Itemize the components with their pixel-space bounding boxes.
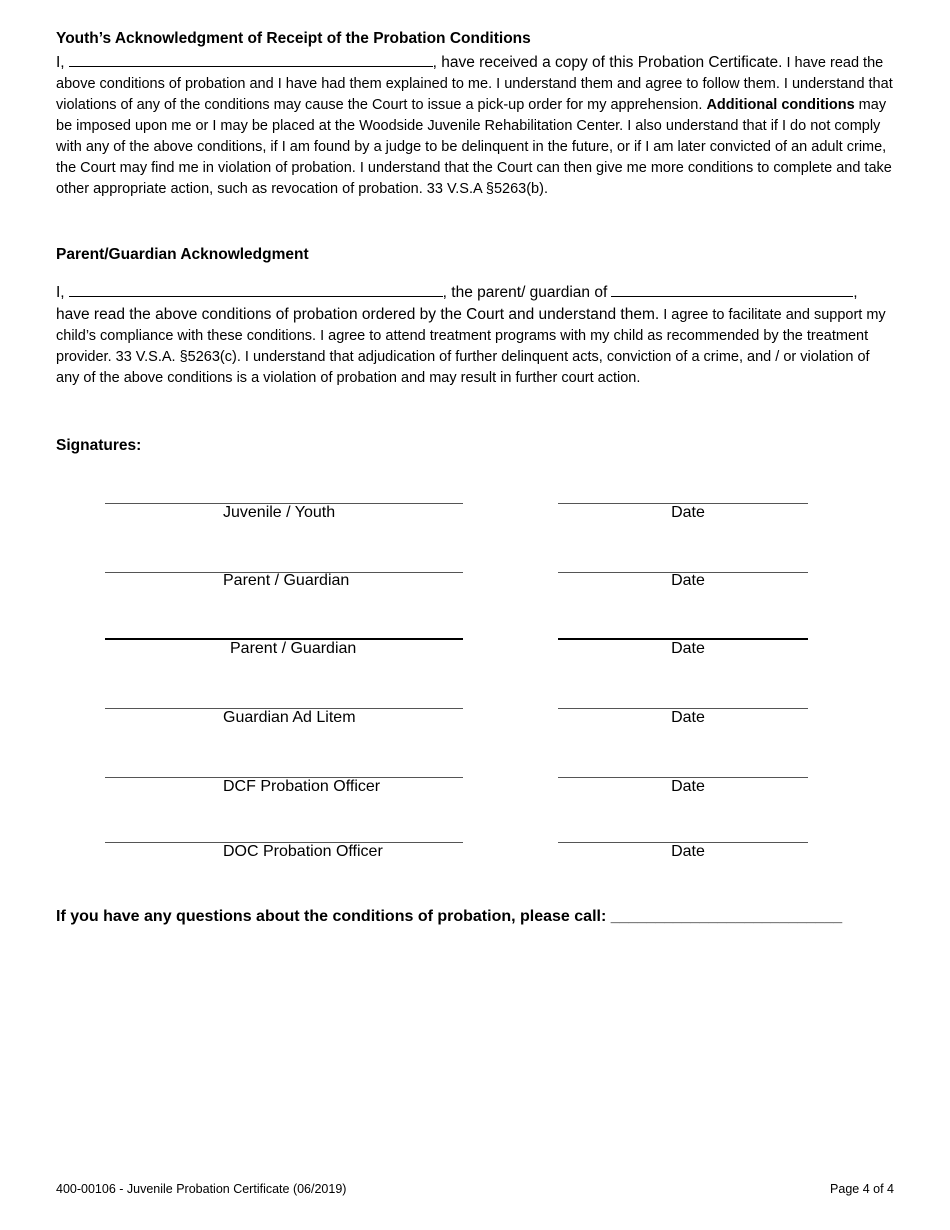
youth-acknowledgment-paragraph: [56, 51, 894, 200]
signature-label: Guardian Ad Litem: [223, 709, 356, 726]
parent-acknowledgment-heading: Parent/Guardian Acknowledgment: [56, 246, 309, 263]
youth-received-text: , have received a copy of this Probation Certificate.: [432, 54, 783, 71]
questions-text: If you have any questions about the conditions of probation, please call:: [56, 908, 607, 925]
signature-label: DOC Probation Officer: [223, 843, 383, 860]
youth-body-text-1: I have read the above conditions of probation and I have had them explained to me. I understand them and agree to follow them. I understand that violations of any of the conditions may cause the Court to issue a pick-up order for my apprehension.: [56, 55, 893, 113]
date-label: Date: [671, 843, 705, 860]
questions-contact-line: [56, 908, 842, 926]
parent-acknowledgment-paragraph: [56, 281, 894, 389]
parent-guardian-of-text: , the parent/ guardian of: [442, 284, 608, 301]
signature-label: DCF Probation Officer: [223, 778, 381, 795]
date-label: Date: [671, 709, 705, 726]
parent-name-blank[interactable]: [69, 281, 443, 297]
youth-acknowledgment-heading: Youth’s Acknowledgment of Receipt of the Probation Conditions: [56, 30, 531, 47]
parent-body-text: I agree to facilitate and support my child’s compliance with these conditions. I agree to attend treatment programs with my child as recommended by the treatment provider. 33 V.S.A. §5263(c). I understand that adjudication of further delinquent acts, conviction of a crime, and / or violation of any of the above conditions is a violation of probation and may result in further court action.: [56, 307, 886, 386]
footer-page-number: Page 4 of 4: [830, 1182, 894, 1196]
youth-body-text-2: may be imposed upon me or I may be placed at the Woodside Juvenile Rehabilitation Center. I also understand that if I do not comply with any of the above conditions, if I am found by a judge to be delinquent in the future, or if I am later convicted of an adult crime, the Court may find me in violation of probation. I understand that the Court can then give me more conditions to complete and take other appropriate action, such as revocation of probation. 33 V.S.A §5263(b).: [56, 97, 892, 197]
date-label: Date: [671, 572, 705, 589]
signature-label: Juvenile / Youth: [223, 504, 336, 521]
youth-i-prefix: I,: [56, 54, 65, 71]
youth-name-blank[interactable]: [69, 51, 433, 67]
additional-conditions-bold: Additional conditions: [706, 97, 855, 113]
signature-label: Parent / Guardian: [230, 640, 357, 657]
parent-i-prefix: I,: [56, 284, 65, 301]
date-label: Date: [671, 778, 705, 795]
phone-blank[interactable]: __________________________: [610, 908, 843, 925]
child-name-blank[interactable]: [611, 281, 853, 297]
signature-label: Parent / Guardian: [223, 572, 350, 589]
parent-read-text: have read the above conditions of probation ordered by the Court and understand them.: [56, 306, 660, 323]
date-label: Date: [671, 640, 705, 657]
date-label: Date: [671, 504, 705, 521]
signatures-heading: Signatures:: [56, 437, 142, 454]
parent-comma: ,: [853, 284, 858, 301]
footer-form-id: 400-00106 - Juvenile Probation Certificate (06/2019): [56, 1182, 347, 1196]
